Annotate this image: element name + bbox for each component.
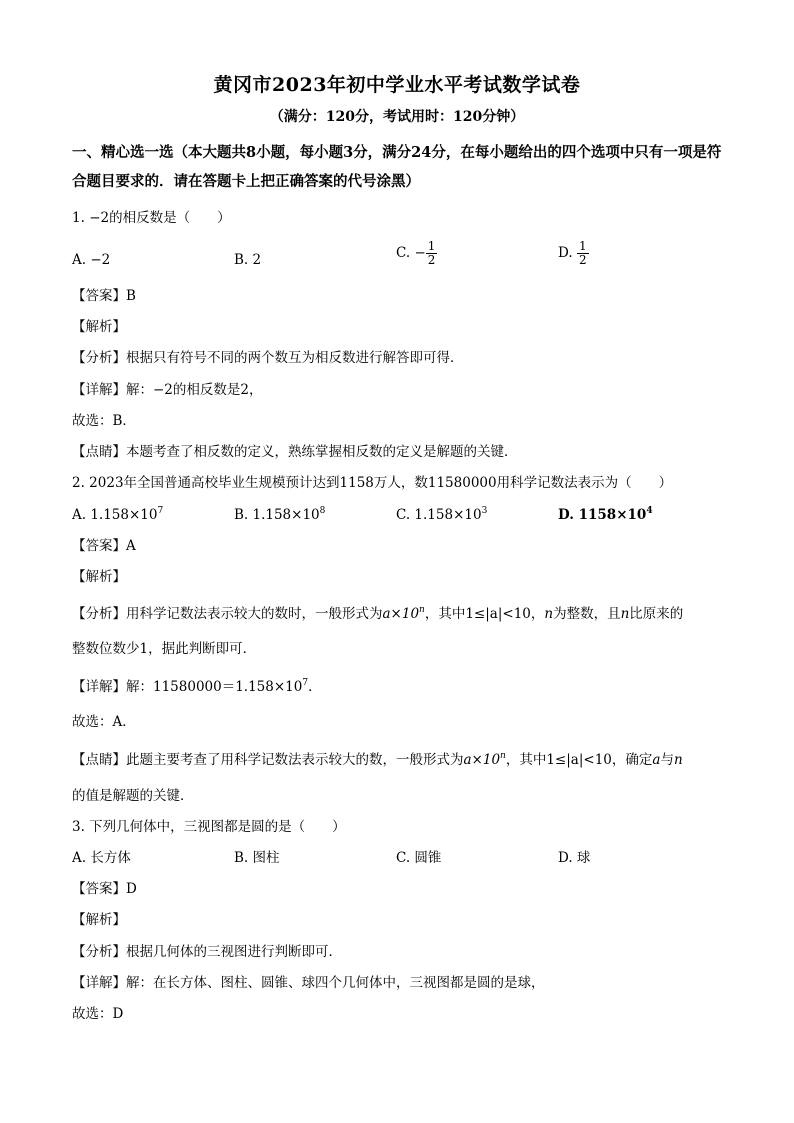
q2-comment-line-1: 【点睛】此题主要考查了用科学记数法表示较大的数，一般形式为$a\times 10^n$，其中1≤|a|<10，确定a与n <box>72 751 683 768</box>
section-heading: 一、精心选一选（本大题共8小题，每小题3分，满分24分，在每小题给出的四个选项中只有一项是符合题目要求的．请在答题卡上把正确答案的代号涂黑） <box>72 144 722 190</box>
q1-answer: 【答案】B <box>72 288 136 304</box>
q2-choice: 故选：A． <box>72 714 136 730</box>
q3-option-a: A. 长方体 <box>72 850 131 866</box>
q2-analysis-line-2: 整数位数少1，据此判断即可． <box>72 641 257 657</box>
q3-option-b: B. 图柱 <box>234 850 280 866</box>
math-expression: −2 <box>89 210 110 226</box>
question-text: 的相反数是（ ） <box>109 210 231 226</box>
q3-answer: 【答案】D <box>72 881 137 897</box>
page-title: 黄冈市2023年初中学业水平考试数学试卷 <box>213 74 581 96</box>
q1-option-a: A. −2 <box>72 252 111 268</box>
q3-choice: 故选：D <box>72 1006 124 1022</box>
q1-detail: 【详解】解：−2的相反数是2， <box>72 382 263 398</box>
q1-comment: 【点睛】本题考查了相反数的定义，熟练掌握相反数的定义是解题的关键． <box>72 444 518 460</box>
q2-option-a: A. $1.158\times 10^7$ <box>72 506 164 523</box>
q2-answer: 【答案】A <box>72 538 136 554</box>
q1-jiexi: 【解析】 <box>72 319 126 335</box>
q1-option-b: B. 2 <box>234 252 262 268</box>
q2-option-d: D. $1158\times 10^4$ <box>558 506 653 523</box>
q2-option-b: B. $1.158\times 10^8$ <box>234 506 326 523</box>
q1-option-d: D. $\frac{1}{2}$ <box>558 239 587 267</box>
q2-comment-line-2: 的值是解题的关键． <box>72 788 194 804</box>
q2-option-c: C. $1.158\times 10^3$ <box>396 506 488 523</box>
q3-detail: 【详解】解：在长方体、图柱、圆锥、球四个几何体中，三视图都是圆的是球， <box>72 975 545 991</box>
q3-option-d: D. 球 <box>558 850 591 866</box>
q2-jiexi: 【解析】 <box>72 569 126 585</box>
page-subtitle: （满分：120分，考试用时：120分钟） <box>269 109 525 125</box>
fraction: $\frac{1}{2}$ <box>578 239 587 267</box>
q1-option-c: C. − $\frac{1}{2}$ <box>396 239 436 267</box>
q3-option-c: C. 圆锥 <box>396 850 442 866</box>
q2-detail: 【详解】解：$11580000=1.158\times 10^7$． <box>72 678 322 695</box>
q1-analysis: 【分析】根据只有符号不同的两个数互为相反数进行解答即可得． <box>72 350 464 366</box>
question-3-stem: 3. 下列几何体中，三视图都是圆的是（ ） <box>72 819 346 835</box>
fraction: $\frac{1}{2}$ <box>427 239 436 267</box>
q3-jiexi: 【解析】 <box>72 912 126 928</box>
q2-analysis-line-1: 【分析】用科学记数法表示较大的数时，一般形式为$a\times 10^n$，其中1≤|a|<10，n为整数，且n比原来的 <box>72 605 684 622</box>
question-number: 1. <box>72 210 85 226</box>
q1-choice: 故选：B． <box>72 413 136 429</box>
question-1-stem <box>72 208 231 228</box>
q3-analysis: 【分析】根据几何体的三视图进行判断即可． <box>72 944 342 960</box>
question-2-stem: 2. 2023年全国普通高校毕业生规模预计达到1158万人，数11580000用科学记数法表示为（ ） <box>72 475 673 491</box>
